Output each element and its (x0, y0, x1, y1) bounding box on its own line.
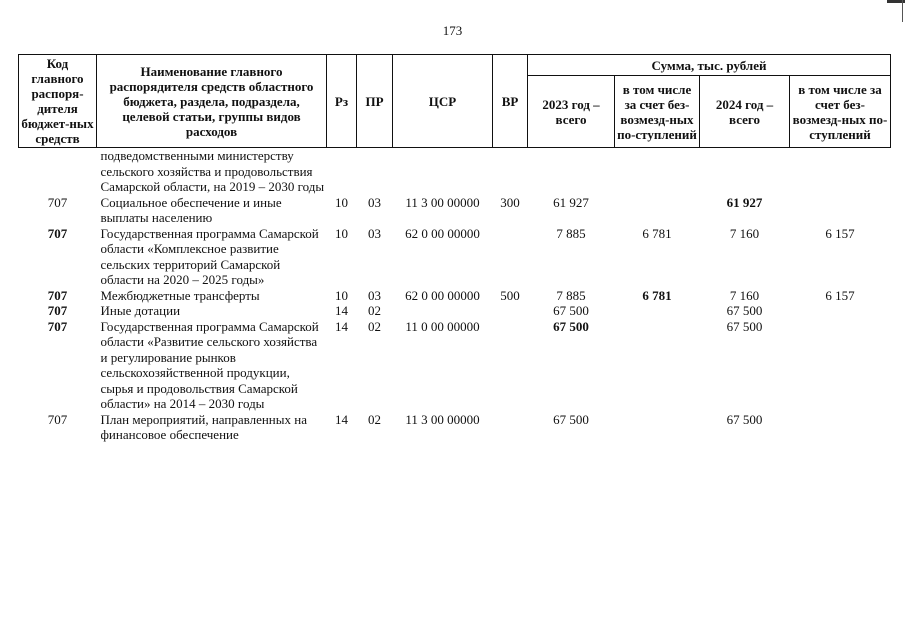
cell-2023-total: 67 500 (553, 411, 589, 427)
cell-vr (493, 303, 528, 319)
cell-2023-free (615, 148, 700, 195)
cell-code: 707 (47, 194, 68, 210)
cell-2023-total: 61 927 (553, 194, 589, 210)
cell-2024-free: 6 157 (825, 287, 855, 303)
cell-2023-total: 7 885 (556, 225, 586, 241)
cell-rz: 10 (335, 194, 348, 210)
cell-vr: 500 (500, 287, 520, 303)
cell-pr: 03 (368, 287, 381, 303)
cell-vr (493, 226, 528, 288)
cell-2024-total: 7 160 (729, 287, 760, 303)
cell-name: Межбюджетные трансферты (100, 287, 260, 303)
cell-2023-free: 6 781 (642, 225, 672, 241)
cell-2023-free: 6 781 (642, 287, 672, 303)
cell-2023-total: 7 885 (556, 287, 586, 303)
side-edge-rule (902, 0, 903, 22)
table-row (19, 226, 891, 288)
cell-code: 707 (47, 411, 68, 427)
header-code: Код главного распоря-дителя бюджет-ных средств (19, 55, 97, 148)
header-sum: Сумма, тыс. рублей (528, 55, 891, 76)
cell-2024-free (790, 303, 891, 319)
cell-code: 707 (47, 225, 68, 241)
cell-rz: 10 (335, 225, 348, 241)
cell-vr (493, 319, 528, 412)
cell-code: 707 (47, 318, 68, 334)
cell-vr (493, 148, 528, 195)
cell-pr (357, 148, 393, 195)
cell-2023-free (615, 303, 700, 319)
cell-rz (327, 148, 357, 195)
page-number: 173 (442, 23, 463, 38)
cell-pr: 03 (368, 225, 381, 241)
cell-csr: 11 3 00 00000 (405, 411, 480, 427)
cell-pr: 02 (368, 318, 381, 334)
cell-pr: 03 (368, 194, 381, 210)
table-row (19, 195, 891, 226)
header-vr: ВР (493, 55, 528, 148)
header-2024-free: в том числе за счет без-возмезд-ных по-ступлений (790, 76, 891, 148)
cell-code (19, 148, 97, 195)
cell-2023-total: 67 500 (553, 318, 589, 334)
cell-csr: 11 3 00 00000 (405, 194, 480, 210)
cell-2024-total: 7 160 (729, 225, 760, 241)
budget-table-wrapper (18, 54, 890, 443)
cell-code: 707 (47, 287, 68, 303)
cell-2024-free (790, 319, 891, 412)
cell-name: Иные дотации (100, 303, 181, 318)
cell-name: План мероприятий, направленных на финансовое обеспечение (100, 411, 307, 442)
table-row (19, 303, 891, 319)
cell-2024-total: 67 500 (726, 318, 763, 334)
cell-csr (393, 148, 493, 195)
cell-csr: 11 0 00 00000 (405, 318, 480, 334)
cell-name: Государственная программа Самарской области «Развитие сельского хозяйства и регулирование рынков сельскохозяйственной продукции, сырья и продовольствия Самарской области» на 2014 – 2030 годы (100, 318, 319, 411)
cell-rz: 14 (335, 411, 348, 427)
table-row (19, 288, 891, 304)
header-rz: Рз (327, 55, 357, 148)
cell-code: 707 (47, 303, 68, 318)
cell-2024-free (790, 195, 891, 226)
cell-2023-total: 67 500 (553, 303, 589, 318)
cell-2024-total: 67 500 (726, 411, 763, 427)
cell-2023-free (615, 195, 700, 226)
table-header (19, 55, 891, 148)
table-row (19, 319, 891, 412)
cell-rz: 14 (335, 303, 348, 318)
header-2024-total: 2024 год – всего (700, 76, 790, 148)
cell-2024-total: 61 927 (726, 194, 763, 210)
cell-2024-total (700, 148, 790, 195)
cell-name: Социальное обеспечение и иные выплаты населению (100, 194, 282, 225)
cell-csr (393, 303, 493, 319)
cell-2024-free (790, 412, 891, 443)
cell-2024-free: 6 157 (825, 225, 855, 241)
cell-rz: 10 (335, 287, 348, 303)
cell-pr: 02 (368, 303, 381, 318)
cell-pr: 02 (368, 411, 381, 427)
cell-2023-free (615, 412, 700, 443)
cell-name: подведомственными министерству сельского хозяйства и продовольствия Самарской области, на 2019 – 2030 годы (100, 148, 325, 194)
cell-2024-free (790, 148, 891, 195)
cell-2023-free (615, 319, 700, 412)
cell-name: Государственная программа Самарской области «Комплексное развитие сельских территорий Самарской области на 2020 – 2025 годы» (100, 225, 319, 287)
table-row (19, 148, 891, 195)
cell-csr: 62 0 00 00000 (405, 287, 480, 303)
budget-table (18, 54, 891, 443)
header-2023-total: 2023 год – всего (528, 76, 615, 148)
cell-rz: 14 (335, 318, 348, 334)
cell-csr: 62 0 00 00000 (405, 225, 480, 241)
cell-vr (493, 412, 528, 443)
table-row (19, 412, 891, 443)
header-name: Наименование главного распорядителя средств областного бюджета, раздела, подраздела, целевой статьи, группы видов расходов (97, 55, 327, 148)
header-pr: ПР (357, 55, 393, 148)
table-body (19, 148, 891, 443)
cell-vr: 300 (500, 194, 520, 210)
cell-2023-total (528, 148, 615, 195)
header-csr: ЦСР (393, 55, 493, 148)
header-2023-free: в том числе за счет без-возмезд-ных по-ступлений (615, 76, 700, 148)
cell-2024-total: 67 500 (726, 303, 763, 318)
